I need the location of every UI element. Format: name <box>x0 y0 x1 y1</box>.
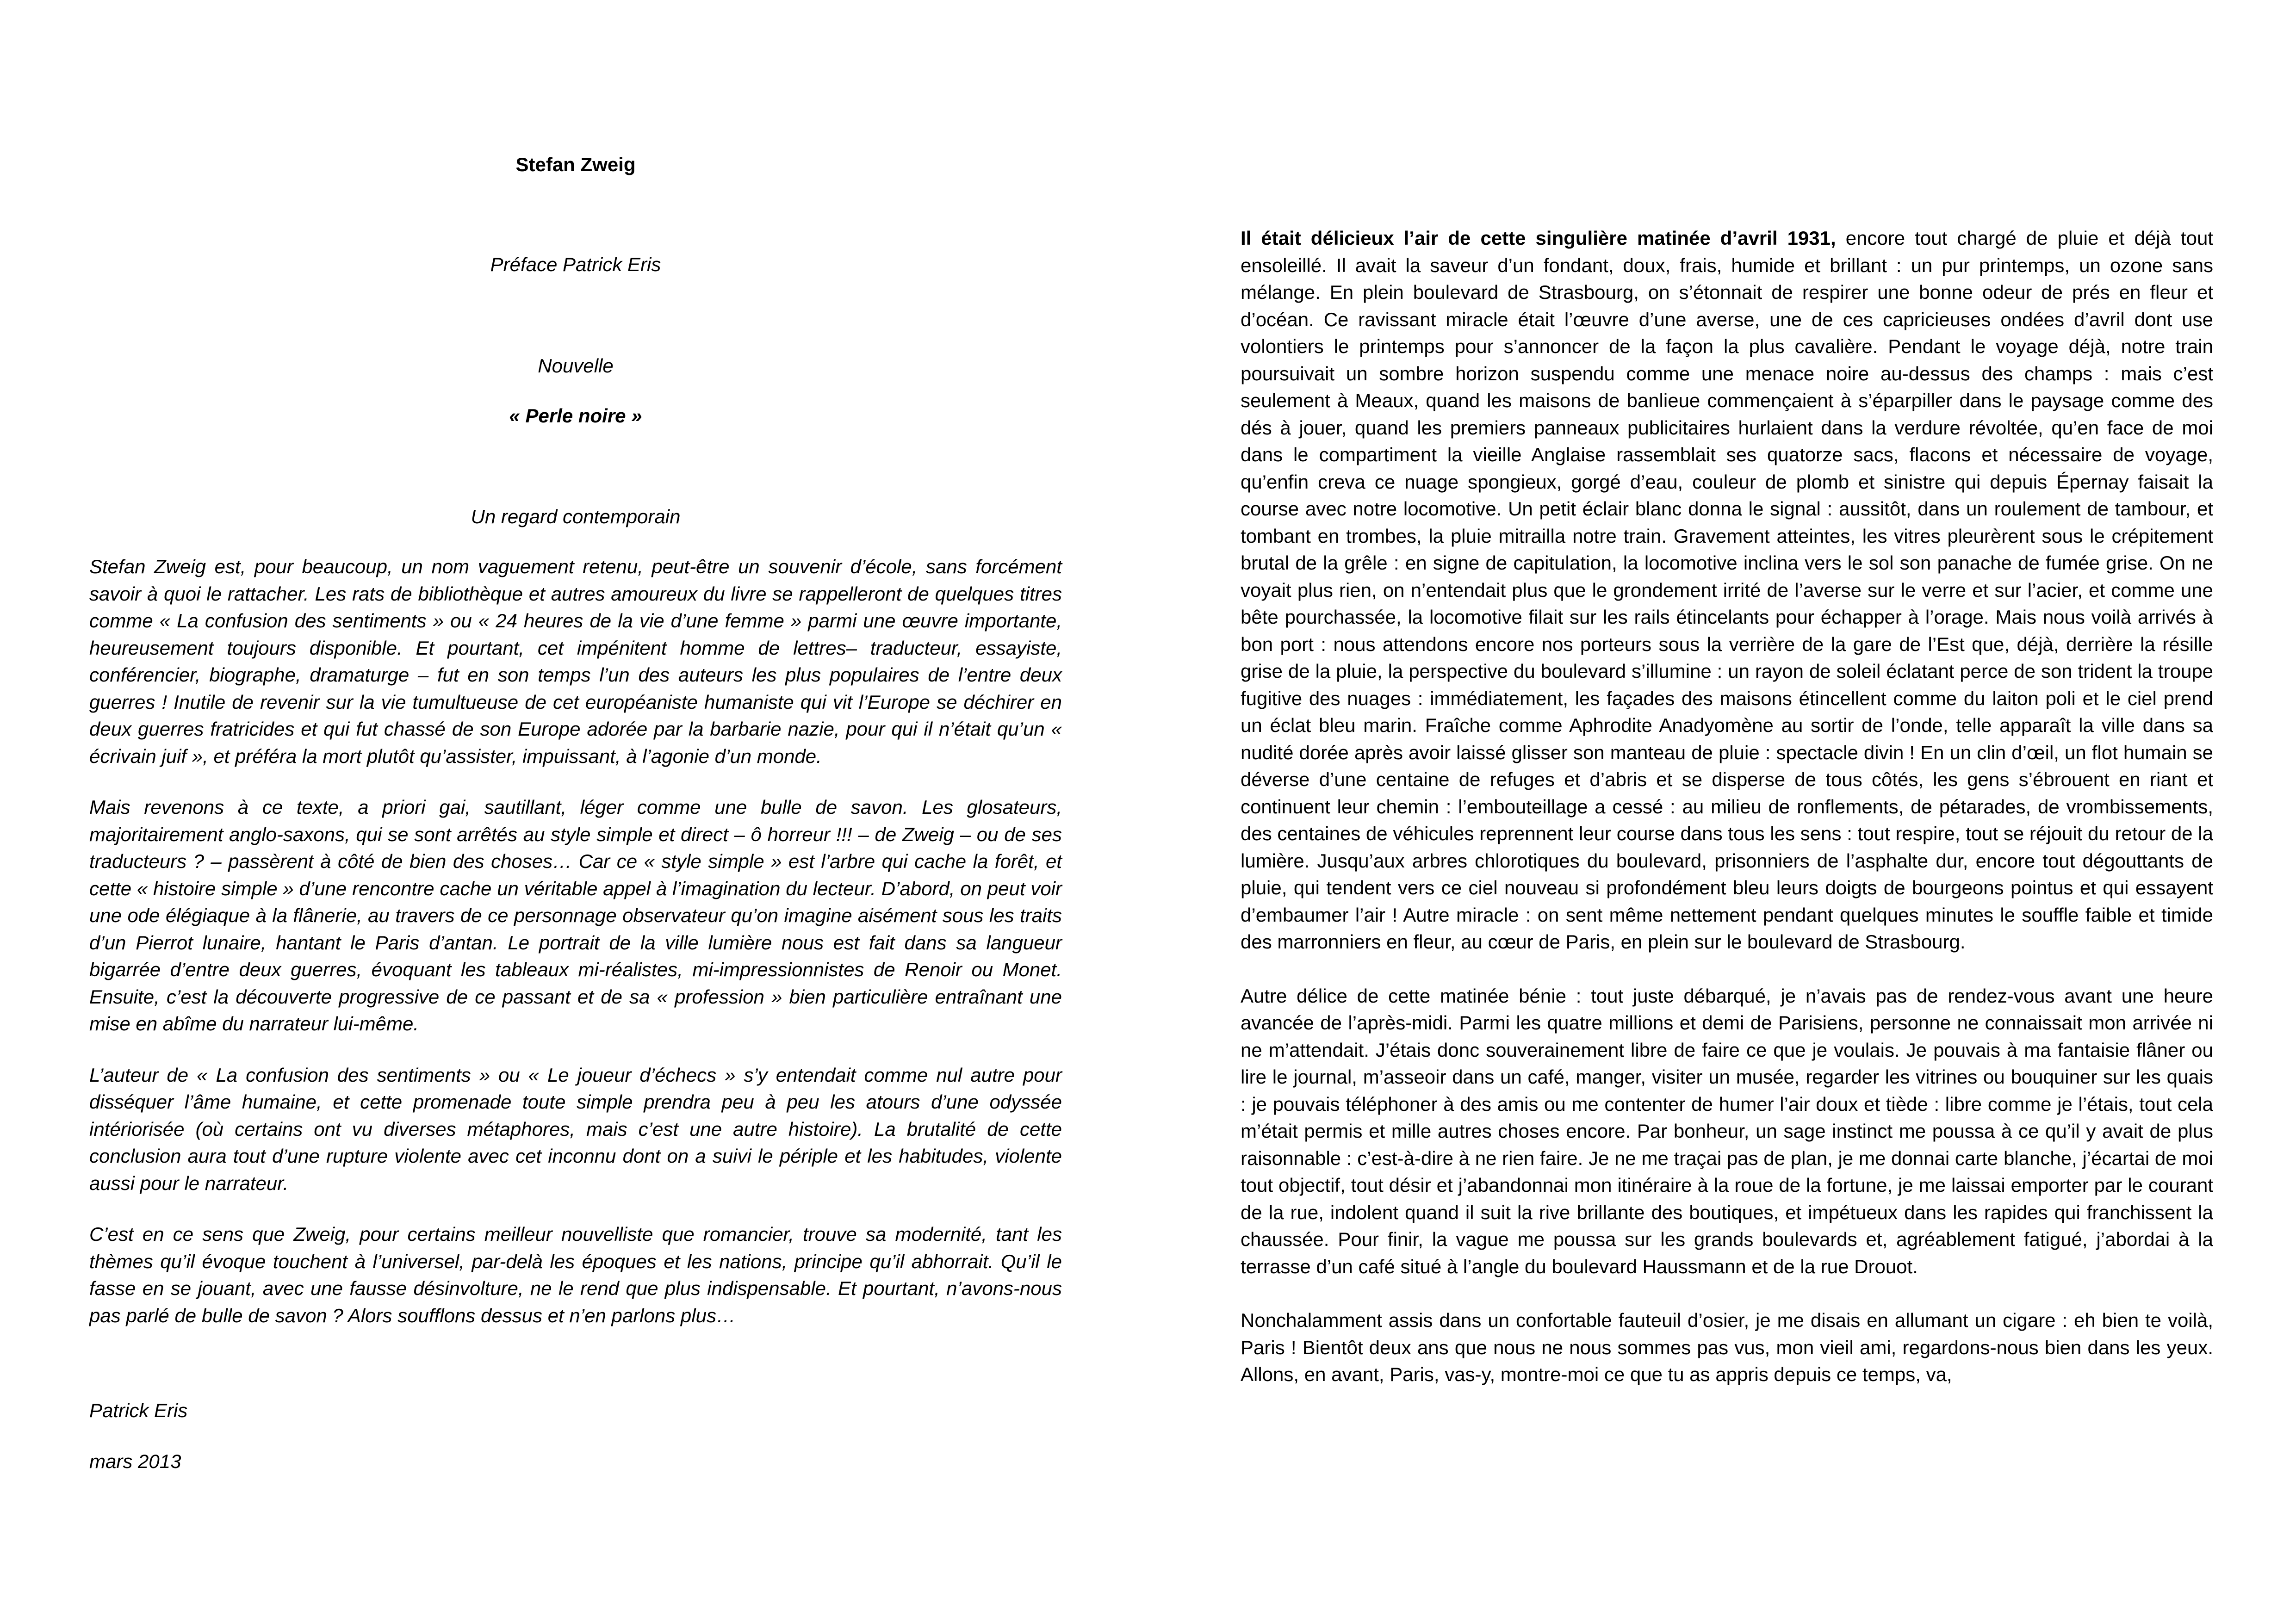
story-body <box>1241 225 2213 1415</box>
story-paragraph <box>1241 225 2213 956</box>
story-title: « Perle noire » <box>509 405 642 427</box>
right-page <box>1241 0 2213 1623</box>
preface-paragraph: Stefan Zweig est, pour beaucoup, un nom vaguement retenu, peut-être un souvenir d’école, sans forcément savoir à quoi le rattacher. Les rats de bibliothèque et autres amoureux du livre se rappelleront de quelques titres comme « La confusion des sentiments » ou « 24 heures de la vie d’une femme » parmi une œuvre importante, heureusement toujours disponible. Et pourtant, cet impénitent homme de lettres– traducteur, essayiste, conférencier, biographe, dramaturge – fut en son temps l’un des auteurs les plus populaires de l’entre deux guerres ! Inutile de revenir sur la vie tumultueuse de cet européaniste humaniste qui vit l’Europe se déchirer en deux guerres fratricides et qui fut chassé de son Europe adorée par la barbarie nazie, pour qui il n’était qu’un « écrivain juif », et préféra la mort plutôt qu’assister, impuissant, à l’agonie d’un monde. <box>89 556 1062 767</box>
preface-body <box>89 553 1062 1353</box>
genre-label: Nouvelle <box>538 355 614 377</box>
preface-paragraph: Mais revenons à ce texte, a priori gai, sautillant, léger comme une bulle de savon. Les glosateurs, majoritairement anglo-saxons, qui se sont arrêtés au style simple et direct – ô horreur !!! – de Zweig – ou de ses traducteurs ? – passèrent à côté de bien des choses… Car ce « style simple » est l’arbre qui cache la forêt, et cette « histoire simple » d’une rencontre cache un véritable appel à l’imagination du lecteur. D’abord, on peut voir une ode élégiaque à la flânerie, au travers de ce personnage observateur qu’on imagine aisément sous les traits d’un Pierrot lunaire, hantant le Paris d’antan. Le portrait de la ville lumière nous est fait dans sa langueur bigarrée d’entre deux guerres, évoquant les tableaux mi-réalistes, mi-impressionnistes de Renoir ou Monet. Ensuite, c’est la découverte progressive de ce passant et de sa « profession » bien particulière entraînant une mise en abîme du narrateur lui-même. <box>89 796 1062 1035</box>
story-paragraph: Autre délice de cette matinée bénie : tout juste débarqué, je n’avais pas de rendez-vous avant une heure avancée de l’après-midi. Parmi les quatre millions et demi de Parisiens, personne ne connaissait mon arrivée ni ne m’attendait. J’étais donc souverainement libre de faire ce que je voulais. Je pouvais à ma fantaisie flâner ou lire le journal, m’asseoir dans un café, manger, visiter un musée, regarder les vitrines ou bouquiner sur les quais : je pouvais téléphoner à des amis ou me contenter de humer l’air doux et tiède : libre comme je l’étais, tout cela m’était permis et mille autres choses encore. Par bonheur, un sage instinct me poussa à ce qu’il y avait de plus raisonnable : c’est-à-dire à ne rien faire. Je ne me traçai pas de plan, je me donnai carte blanche, j’écartai de moi tout objectif, tout désir et j’abandonnai mon itinéraire à la roue de la fortune, je me laissai emporter par le courant de la rue, indolent quand il suit la rive brillante des boutiques, et impétueux dans les rapides qui franchissent la chaussée. Pour finir, la vague me poussa sur les grands boulevards et, agréablement fatigué, j’abordai à la terrasse d’un café situé à l’angle du boulevard Haussmann et de la rue Drouot. <box>1241 985 2213 1277</box>
signature-name: Patrick Eris <box>89 1400 188 1421</box>
author-name: Stefan Zweig <box>515 154 636 175</box>
left-page <box>89 0 1062 1623</box>
preface-paragraph: C’est en ce sens que Zweig, pour certains meilleur nouvelliste que romancier, trouve sa modernité, tant les thèmes qu’il évoque touchent à l’universel, par-delà les époques et les nations, principe qu’il abhorrait. Qu’il le fasse en se jouant, avec une fausse désinvolture, ne le rend que plus indispensable. Et pourtant, n’avons-nous pas parlé de bulle de savon ? Alors soufflons dessus et n’en parlons plus… <box>89 1223 1062 1326</box>
story-paragraph: Nonchalamment assis dans un confortable fauteuil d’osier, je me disais en allumant un cigare : eh bien te voilà, Paris ! Bientôt deux ans que nous ne nous sommes pas vus, mon vieil ami, regardons-nous bien dans les yeux. Allons, en avant, Paris, vas-y, montre-moi ce que tu as appris depuis ce temps, va, <box>1241 1309 2213 1385</box>
signature-date: mars 2013 <box>89 1450 181 1472</box>
opening-sentence: Il était délicieux l’air de cette singulière matinée d’avril 1931, <box>1241 227 1836 249</box>
preface-paragraph: L’auteur de « La confusion des sentiments » ou « Le joueur d’échecs » s’y entendait comme nul autre pour disséquer l’âme humaine, et cette promenade toute simple prendra peu à peu les atours d’une odyssée intériorisée (où certains ont vu diverses métaphores, mais c’est une autre histoire). La brutalité de cette conclusion aura tout d’une rupture violente avec cet inconnu dont on a suivi le périple et les habitudes, violente aussi pour le narrateur. <box>89 1064 1062 1194</box>
opening-paragraph-text: encore tout chargé de pluie et déjà tout ensoleillé. Il avait la saveur d’un fondant, doux, frais, humide et brillant : un pur printemps, un ozone sans mélange. En plein boulevard de Strasbourg, on s’étonnait de respirer une bonne odeur de prés en fleur et d’océan. Ce ravissant miracle était l’œuvre d’une averse, une de ces capricieuses ondées d’avril dont use volontiers le printemps pour s’annoncer de la façon la plus cavalière. Pendant le voyage déjà, notre train poursuivait un sombre horizon suspendu comme une menace noire au-dessus des champs : mais c’est seulement à Meaux, quand les maisons de banlieue commençaient à s’éparpiller dans le paysage comme des dés à jouer, quand les premiers panneaux publicitaires hurlaient dans la verdure révoltée, qu’en face de moi dans le compartiment la vieille Anglaise rassemblait ses quatorze sacs, flacons et nécessaire de voyage, qu’enfin creva ce nuage spongieux, gorgé d’eau, couleur de plomb et sinistre qui depuis Épernay faisait la course avec notre locomotive. Un petit éclair blanc donna le signal : aussitôt, dans un roulement de tambour, et tombant en trombes, la pluie mitrailla notre train. Gravement atteintes, les vitres pleurèrent sous le crépitement brutal de la grêle : en signe de capitulation, la locomotive inclina vers le sol son panache de fumée grise. On ne voyait plus rien, on n’entendait plus que le grondement irrité de l’averse sur le verre et sur l’acier, et comme une bête pourchassée, la locomotive filait sur les rails étincelants pour échapper à l’orage. Mais nous voilà arrivés à bon port : nous attendons encore nos porteurs sous la verrière de la gare de l’Est que, déjà, derrière la résille grise de la pluie, la perspective du boulevard s’illumine : un rayon de soleil éclatant perce de son trident la troupe fugitive des nuages : immédiatement, les façades des maisons étincellent comme du laiton poli et le ciel prend un éclat bleu marin. Fraîche comme Aphrodite Anadyomène au sortir de l’onde, telle apparaît la ville dans sa nudité dorée après avoir laissé glisser son manteau de pluie : spectacle divin ! En un clin d’œil, un flot humain se déverse d’une centaine de refuges et d’abris et se disperse de tous côtés, les gens s’ébrouent en riant et continuent leur chemin : l’embouteillage a cessé : au milieu de ronflements, de pétarades, de vrombissements, des centaines de véhicules reprennent leur course dans tous les sens : tout respire, tout se réjouit du retour de la lumière. Jusqu’aux arbres chlorotiques du boulevard, prisonniers de l’asphalte dur, encore tout dégouttants de pluie, qui tendent vers ce ciel nouveau si profondément bleu leurs doigts de bourgeons pointus et qui essayent d’embaumer l’air ! Autre miracle : on sent même nettement pendant quelques minutes le souffle faible et timide des marronniers en fleur, au cœur de Paris, en plein sur le boulevard de Strasbourg. <box>1241 227 2213 953</box>
preface-subtitle: Un regard contemporain <box>471 506 681 527</box>
preface-credit: Préface Patrick Eris <box>490 254 661 275</box>
